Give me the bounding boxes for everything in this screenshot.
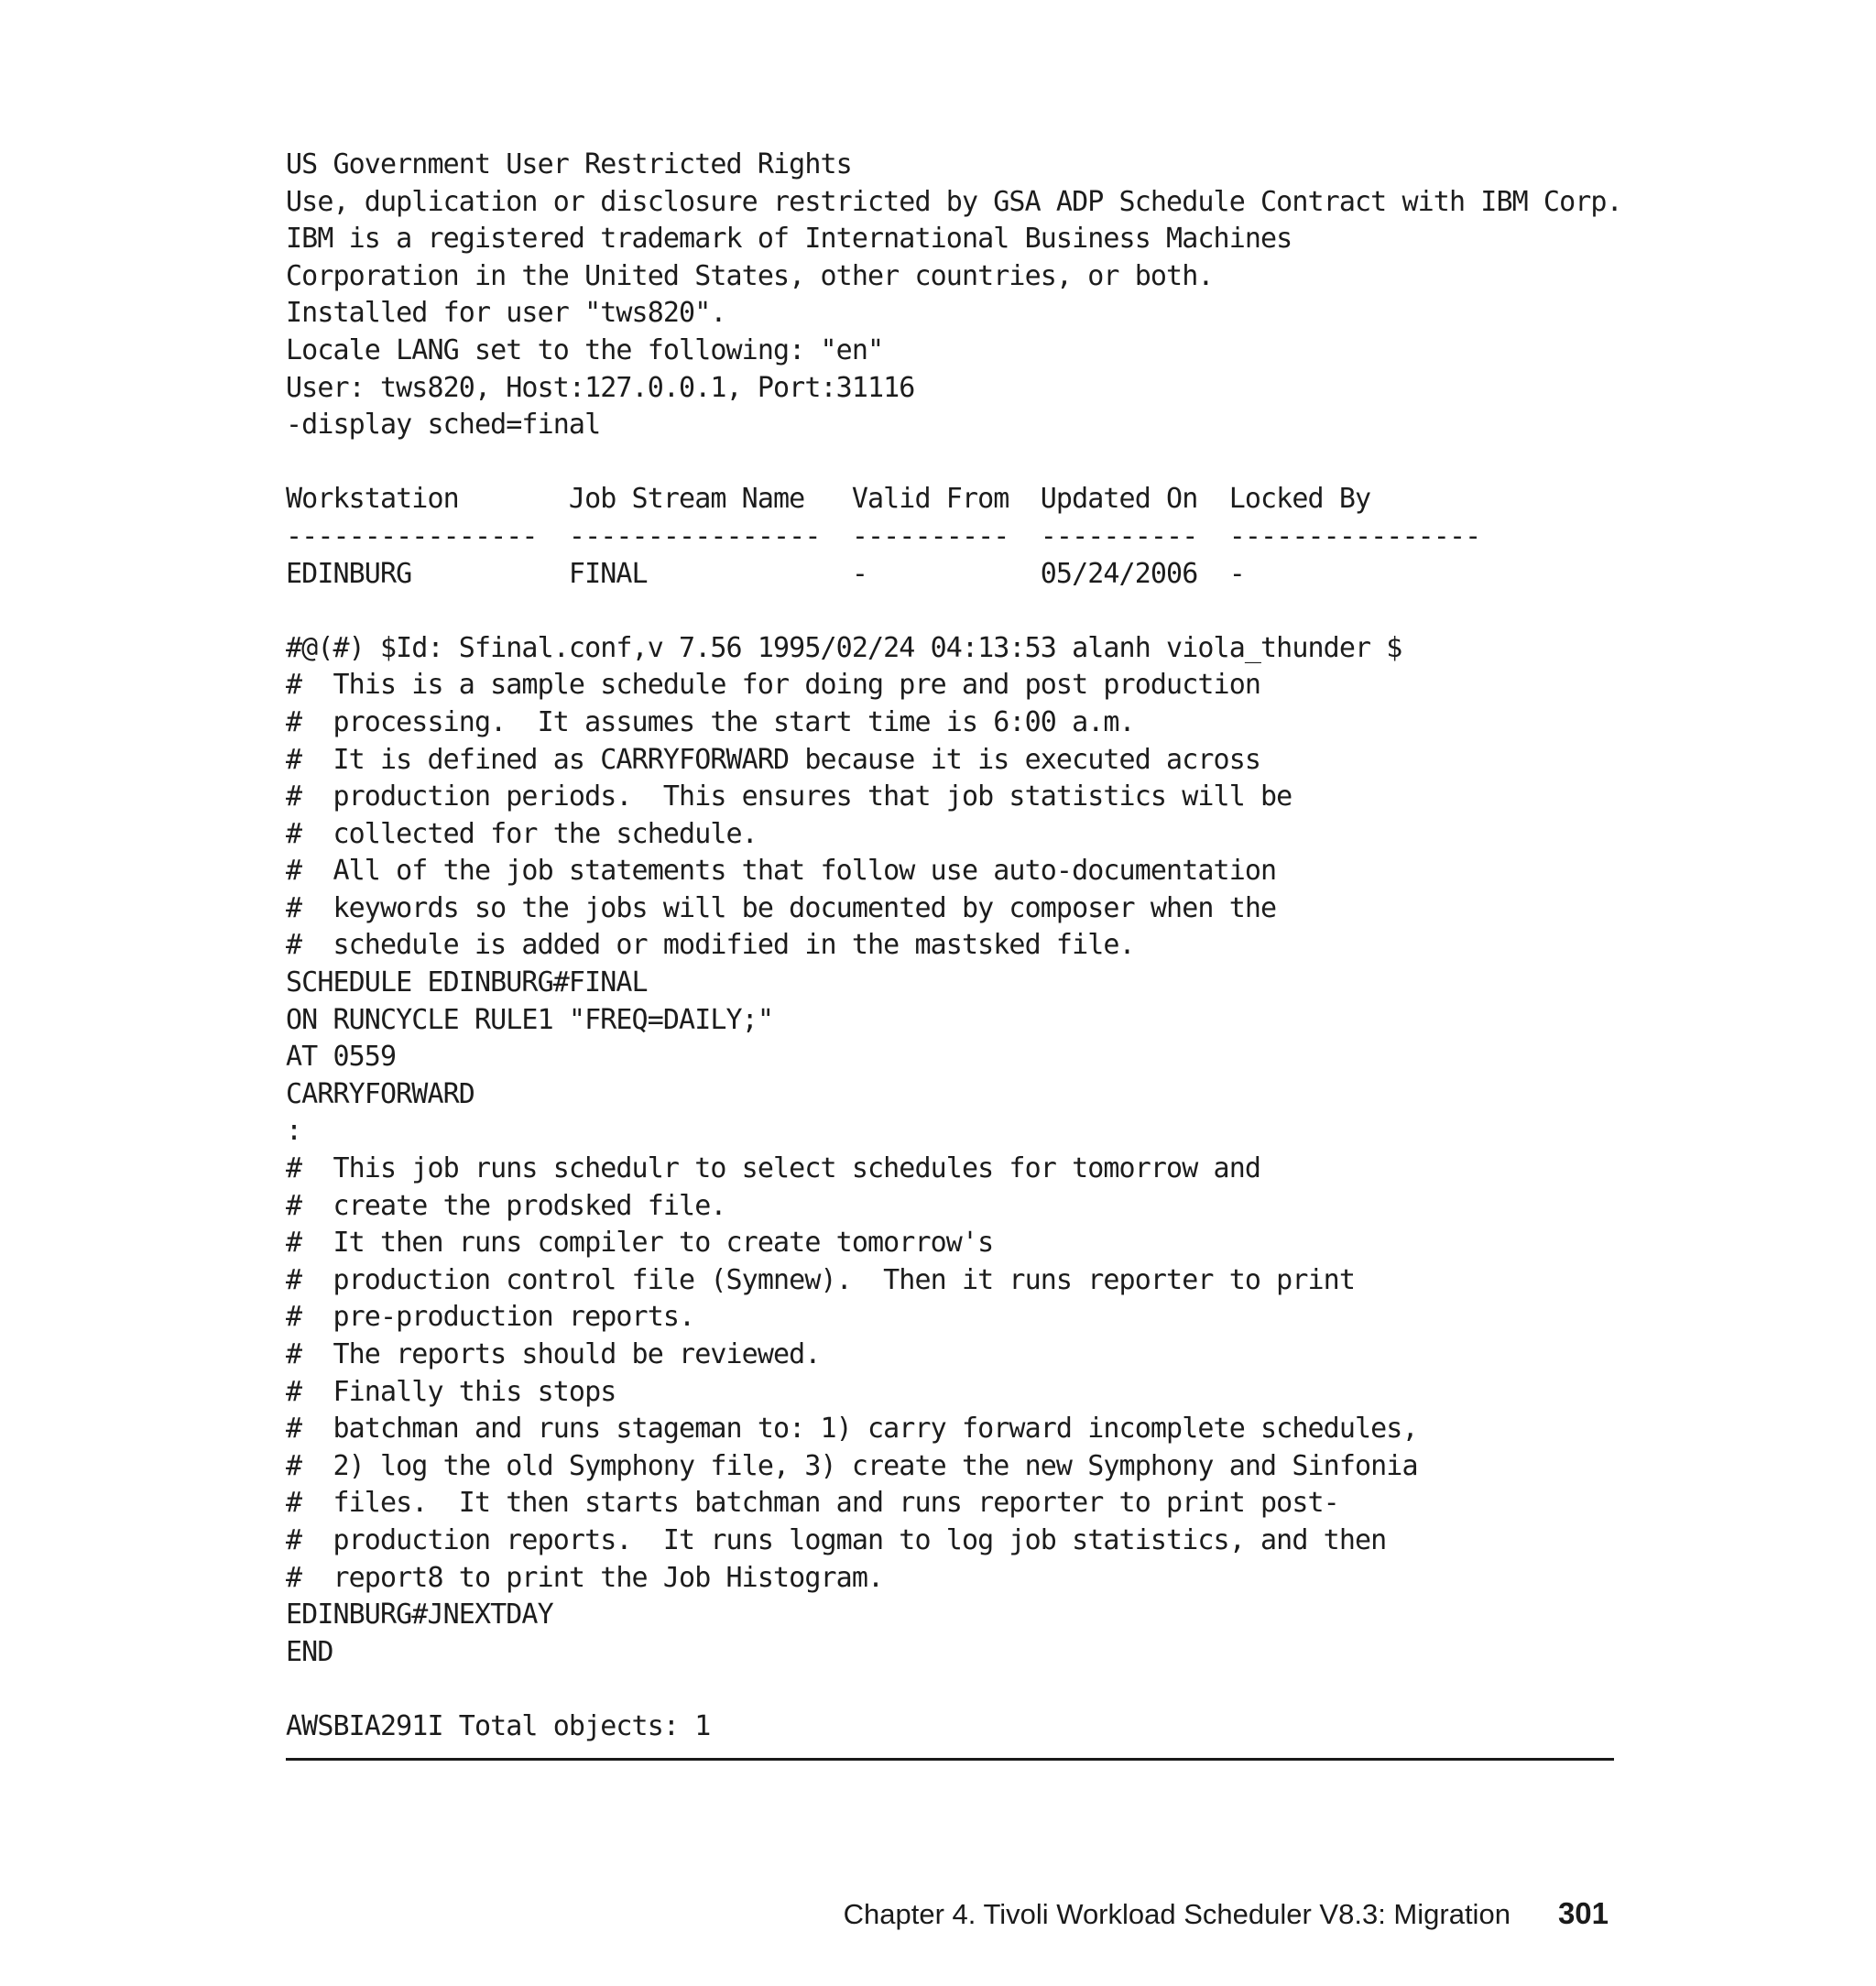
code-line: # This is a sample schedule for doing pre and post production [286,669,1261,702]
code-line: # create the prodsked file. [286,1189,726,1222]
code-line [286,1671,1614,1708]
page-footer [844,1896,1609,1931]
page-number: 301 [1557,1896,1609,1930]
horizontal-rule [286,1758,1614,1761]
code-line: # All of the job statements that follow use auto-documentation [286,855,1277,888]
total-objects-line: AWSBIA291I Total objects: 1 [286,1709,711,1742]
code-line: ON RUNCYCLE RULE1 "FREQ=DAILY;" [286,1003,774,1036]
code-line: US Government User Restricted Rights [286,148,852,180]
code-line: Use, duplication or disclosure restricted by GSA ADP Schedule Contract with IBM Corp. [286,185,1622,218]
code-line: # schedule is added or modified in the mastsked file. [286,929,1135,962]
code-line: # processing. It assumes the start time is 6:00 a.m. [286,705,1135,738]
code-line: Locale LANG set to the following: "en" [286,333,884,366]
code-line: # It is defined as CARRYFORWARD because it is executed across [286,743,1261,776]
code-line: -display sched=final [286,409,601,442]
code-line: # The reports should be reviewed. [286,1338,821,1370]
code-line: CARRYFORWARD [286,1077,474,1110]
code-line: # batchman and runs stageman to: 1) carry forward incomplete schedules, [286,1413,1418,1446]
code-line: # This job runs schedulr to select schedules for tomorrow and [286,1152,1261,1185]
code-line: User: tws820, Host:127.0.0.1, Port:31116 [286,371,915,404]
code-line: # collected for the schedule. [286,817,758,850]
code-line: EDINBURG#JNEXTDAY [286,1599,553,1631]
code-line: # 2) log the old Symphony file, 3) create the new Symphony and Sinfonia [286,1449,1418,1482]
table-separator-line: ---------------- ---------------- ---------- ---------- ---------------- [286,519,1481,552]
code-line [286,593,1614,630]
code-line: # production reports. It runs logman to log job statistics, and then [286,1523,1387,1556]
code-line: # production control file (Symnew). Then it runs reporter to print [286,1263,1355,1296]
code-line: # report8 to print the Job Histogram. [286,1561,884,1594]
code-line: # files. It then starts batchman and runs reporter to print post- [286,1487,1339,1520]
code-line: END [286,1635,333,1668]
table-row-line: EDINBURG FINAL - 05/24/2006 - [286,557,1245,590]
code-line [286,444,1614,482]
table-header-line: Workstation Job Stream Name Valid From Updated On Locked By [286,483,1371,516]
code-line: Corporation in the United States, other countries, or both. [286,259,1214,292]
code-listing [286,147,1622,1746]
code-line: # production periods. This ensures that job statistics will be [286,780,1292,813]
code-line: #@(#) $Id: Sfinal.conf,v 7.56 1995/02/24 04:13:53 alanh viola_thunder $ [286,631,1402,664]
chapter-title: Chapter 4. Tivoli Workload Scheduler V8.3: Migration [843,1898,1511,1930]
code-line: : [286,1115,302,1148]
code-line: # Finally this stops [286,1375,616,1408]
code-line: # It then runs compiler to create tomorrow's [286,1227,994,1260]
code-line: IBM is a registered trademark of International Business Machines [286,223,1292,256]
code-line: AT 0559 [286,1041,397,1074]
code-line: # keywords so the jobs will be documented by composer when the [286,891,1277,924]
code-line: SCHEDULE EDINBURG#FINAL [286,966,648,999]
code-line: Installed for user "tws820". [286,297,726,330]
code-line: # pre-production reports. [286,1301,695,1334]
